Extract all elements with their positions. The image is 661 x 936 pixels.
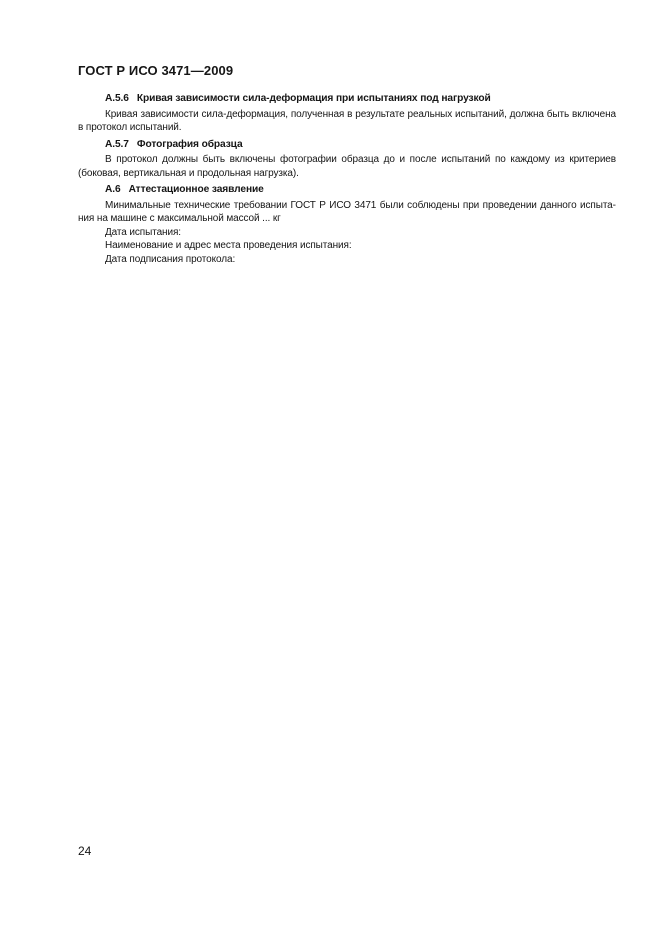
body-paragraph-protocol-date: Дата подписания протокола: [105,253,236,265]
running-header: ГОСТ Р ИСО 3471—2009 [78,63,234,78]
section-number: А.5.6 [105,93,129,104]
section-heading-a-5-6 [78,92,616,106]
body-paragraph: Кривая зависимости сила-деформация, полученная в результате реальных испытаний, должна быть включена в протокол испытаний. [78,108,616,133]
body-paragraph: В протокол должны быть включены фотографии образца до и после испытаний по каждому из критериев (боковая, вертикальная и продольная нагрузка). [78,154,616,179]
section-heading-a-6 [78,183,616,197]
page-body [78,89,616,266]
body-paragraph-test-date: Дата испытания: [105,226,181,238]
section-heading-a-5-7 [78,138,616,152]
section-number: А.6 [105,184,121,195]
section-title: Аттестационное заявление [128,184,264,195]
section-title: Кривая зависимости сила-деформация при испытаниях под нагрузкой [136,93,491,104]
section-number: А.5.7 [105,138,129,150]
section-title: Фотография образца [136,138,243,150]
page-number: 24 [78,844,92,858]
body-paragraph-test-location: Наименование и адрес места проведения испытания: [105,240,352,251]
body-paragraph: Минимальные технические требовании ГОСТ Р ИСО 3471 были соблюдены при проведении данного испытания на машине с максимальной массой ... кг [78,199,616,224]
